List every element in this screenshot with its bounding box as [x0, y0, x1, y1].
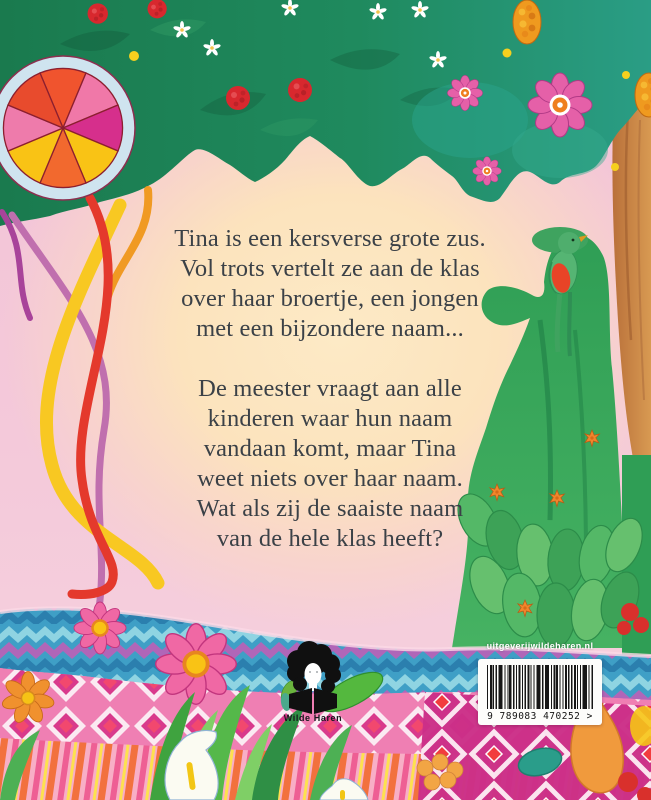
quilt-flower [156, 624, 237, 705]
publisher-website: uitgeverijwildeharen.nl [486, 641, 594, 651]
raspberry [226, 86, 250, 110]
quilt-flower [74, 602, 126, 654]
blurb-line: van de hele klas heeft? [216, 525, 444, 552]
bird-eye [572, 239, 575, 242]
publisher-name: Wilde Haren [283, 713, 343, 723]
barcode-bars [487, 665, 593, 709]
blurb-paragraph-1 [130, 224, 530, 344]
blurb-line: Wat als zij de saaiste naam [196, 495, 464, 522]
blurb-line: vandaan komt, maar Tina [203, 435, 457, 462]
barcode-number: 9 789083 470252 > [487, 711, 593, 722]
blurb-line: De meester vraagt aan alle [198, 375, 462, 402]
blurb-line: weet niets over haar naam. [197, 465, 463, 492]
blurb-line: met een bijzondere naam... [196, 315, 464, 342]
raspberry [88, 3, 108, 23]
blurb-line: over haar broertje, een jongen [181, 285, 479, 312]
yellow-dot [611, 163, 619, 171]
ribbon-magenta [2, 212, 30, 318]
pinwheel [0, 56, 135, 200]
pink-flower [528, 73, 592, 137]
barcode [478, 659, 602, 725]
yellow-dot [503, 49, 512, 58]
blurb-line: Tina is een kersverse grote zus. [174, 225, 486, 252]
pink-flower [473, 157, 502, 186]
tree-trunk [612, 84, 651, 464]
hanging-flower-cluster [513, 0, 541, 44]
blurb-line: kinderen waar hun naam [207, 405, 453, 432]
blurb-line: Vol trots vertelt ze aan de klas [180, 255, 480, 282]
back-cover-blurb [130, 224, 530, 584]
blurb-paragraph-2 [130, 374, 530, 554]
pink-flower [447, 75, 482, 110]
yellow-dot [622, 71, 630, 79]
yellow-dot [129, 51, 139, 61]
barcode-arrow: > [586, 711, 593, 722]
